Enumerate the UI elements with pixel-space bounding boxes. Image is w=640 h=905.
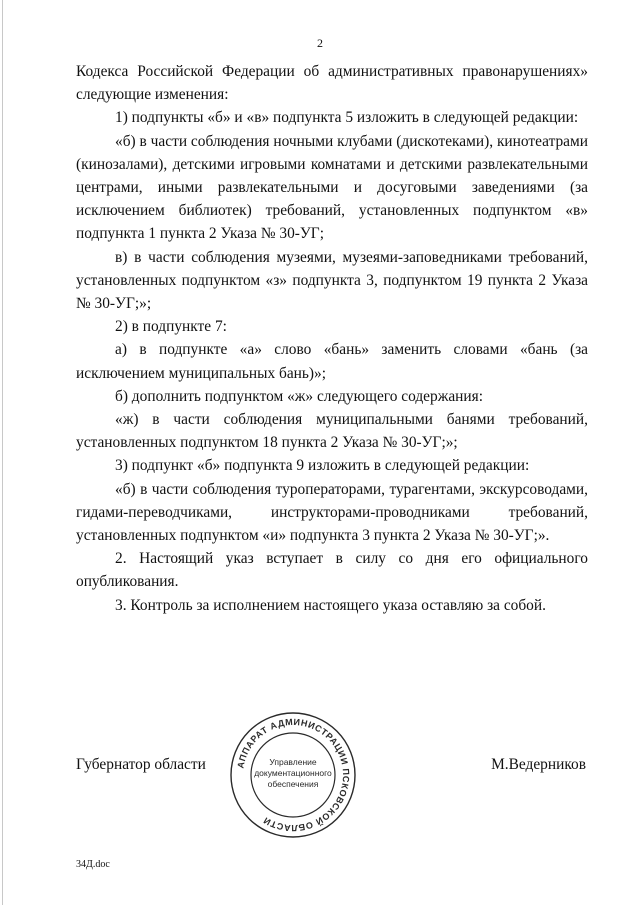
- paragraph-5: 2) в подпункте 7:: [115, 318, 227, 336]
- paragraph-2: 1) подпункты «б» и «в» подпункта 5 изложить в следующей редакции:: [115, 109, 579, 127]
- paragraph-11: 2. Настоящий указ вступает в силу со дня его официального опубликования.: [76, 550, 588, 591]
- signatory-name: М.Ведерников: [491, 756, 586, 773]
- paragraph-8: «ж) в части соблюдения муниципальными банями требований, установленных подпунктом 18 пункта 2 Указа № 30-УГ;»;: [76, 411, 588, 452]
- paragraph-12: 3. Контроль за исполнением настоящего указа оставляю за собой.: [115, 596, 546, 614]
- paragraph-9: 3) подпункт «б» подпункта 9 изложить в следующей редакции:: [115, 457, 530, 475]
- paragraph-10: «б) в части соблюдения туроператорами, турагентами, экскурсоводами, гидами-переводчиками, инструкторами-проводниками требований, установленных подпунктом «и» подпункта 3 пункта 2 Указа № 30-УГ;».: [76, 480, 588, 545]
- stamp-ring-text: АППАРАТ АДМИНИСТРАЦИИ ПСКОВСКОЙ ОБЛАСТИ: [235, 716, 352, 834]
- scan-edge-line: [2, 0, 3, 905]
- page-number: 2: [317, 36, 323, 50]
- paragraph-6: а) в подпункте «а» слово «бань» заменить словами «бань (за исключением муниципальных бань)»;: [76, 341, 588, 382]
- paragraph-1: Кодекса Российской Федерации об административных правонарушениях» следующие изменения:: [76, 63, 588, 104]
- paragraph-7: б) дополнить подпунктом «ж» следующего содержания:: [115, 387, 483, 405]
- footer-filename: 34Д.doc: [76, 859, 110, 870]
- stamp-center-line-3: обеспечения: [267, 779, 319, 789]
- stamp-center-line-1: Управление: [269, 757, 317, 767]
- stamp-center-line-2: документационного: [254, 768, 332, 778]
- paragraph-3: «б) в части соблюдения ночными клубами (дискотеками), кинотеатрами (кинозалами), детскими игровыми комнатами и детскими развлекательными центрами, иными развлекательными и досуговыми заведениями (за исключением библиотек) требований, установленных подпунктом «в» подпункта 1 пункта 2 Указа № 30-УГ;: [76, 132, 588, 243]
- signatory-position: Губернатор области: [76, 756, 206, 773]
- official-stamp: [228, 710, 358, 840]
- paragraph-4: в) в части соблюдения музеями, музеями-заповедниками требований, установленных подпунктом «з» подпункта 3, подпунктом 19 пункта 2 Указа № 30-УГ;»;: [76, 248, 588, 313]
- document-body: [76, 60, 588, 617]
